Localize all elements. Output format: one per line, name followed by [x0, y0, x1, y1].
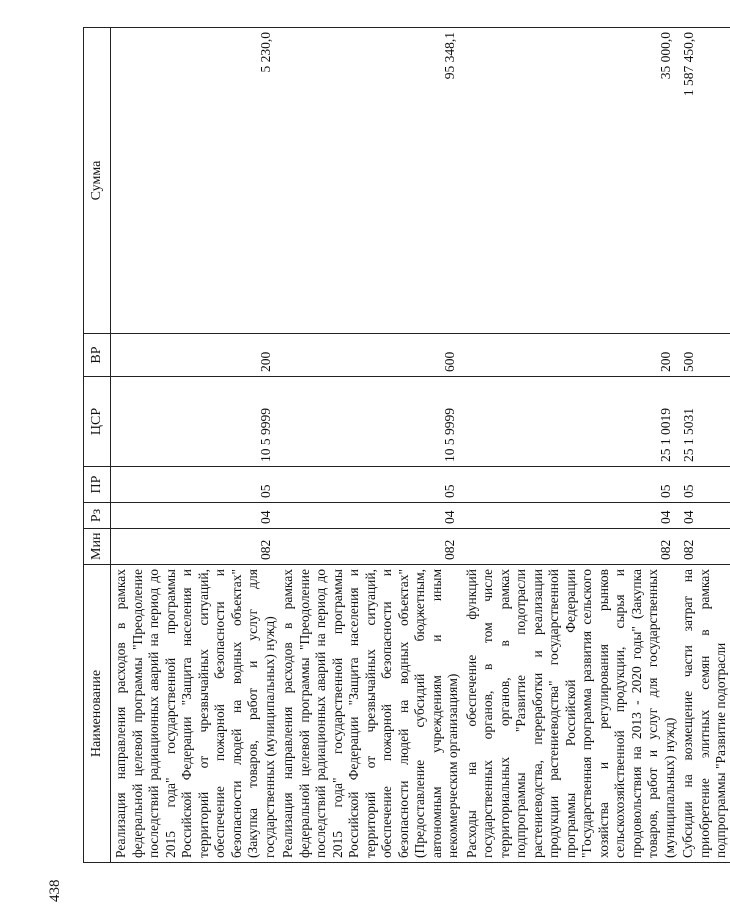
row-name: Субсидии на возмещение части затрат на приобретение элитных семян в рамках подпрограммы "Развитие подотрасли: [678, 565, 730, 863]
table-row: [111, 28, 279, 863]
row-rz: 04: [278, 503, 462, 529]
table-header-row: [84, 28, 111, 863]
row-csr: 10 5 9999: [278, 377, 462, 467]
page-number: 438: [47, 879, 63, 902]
row-pr: 05: [278, 467, 462, 503]
row-rz: 04: [111, 503, 279, 529]
row-min: 082: [111, 529, 279, 565]
row-min: 082: [462, 529, 679, 565]
header-min: Мин: [84, 529, 111, 565]
row-pr: 05: [111, 467, 279, 503]
row-pr: 05: [678, 467, 730, 503]
budget-table: [83, 27, 730, 863]
table-row: [678, 28, 730, 863]
row-sum: 35 000,0: [462, 28, 679, 334]
header-vr: ВР: [84, 334, 111, 377]
row-min: 082: [678, 529, 730, 565]
header-pr: ПР: [84, 467, 111, 503]
row-pr: 05: [462, 467, 679, 503]
row-name: Расходы на обеспечение функций государственных органов, в том числе территориальных органов, в рамках подпрограммы "Развитие подотрасли растениеводства, переработки и реализации продукции растениеводства" государственной программы Российской Федерации "Государственная программа развития сельского хозяйства и регулирования рынков сельскохозяйственной продукции, сырья и продовольствия на 2013 - 2020 годы" (Закупка товаров, работ и услуг для государственных (муниципальных) нужд): [462, 565, 679, 863]
row-min: 082: [278, 529, 462, 565]
row-rz: 04: [462, 503, 679, 529]
row-rz: 04: [678, 503, 730, 529]
header-name: Наименование: [84, 565, 111, 863]
row-sum: 5 230,0: [111, 28, 279, 334]
row-vr: 200: [111, 334, 279, 377]
row-csr: 10 5 9999: [111, 377, 279, 467]
table-row: [462, 28, 679, 863]
row-csr: 25 1 5031: [678, 377, 730, 467]
row-csr: 25 1 0019: [462, 377, 679, 467]
header-rz: Рз: [84, 503, 111, 529]
header-sum: Сумма: [84, 28, 111, 334]
row-sum: 1 587 450,0: [678, 28, 730, 334]
rotated-page: [83, 28, 728, 863]
row-sum: 95 348,1: [278, 28, 462, 334]
header-csr: ЦСР: [84, 377, 111, 467]
row-name: Реализация направления расходов в рамках федеральной целевой программы "Преодоление последствий радиационных аварий на период до 2015 года" государственной программы Российской Федерации "Защита населения и территорий от чрезвычайных ситуаций, обеспечение пожарной безопасности и безопасности людей на водных объектах" (Закупка товаров, работ и услуг для государственных (муниципальных) нужд): [111, 565, 279, 863]
row-name: Реализация направления расходов в рамках федеральной целевой программы "Преодоление последствий радиационных аварий на период до 2015 года" государственной программы Российской Федерации "Защита населения и территорий от чрезвычайных ситуаций, обеспечение пожарной безопасности и безопасности людей на водных объектах" (Предоставление субсидий бюджетным, автономным учреждениям и иным некоммерческим организациям): [278, 565, 462, 863]
row-vr: 200: [462, 334, 679, 377]
row-vr: 500: [678, 334, 730, 377]
row-vr: 600: [278, 334, 462, 377]
table-row: [278, 28, 462, 863]
